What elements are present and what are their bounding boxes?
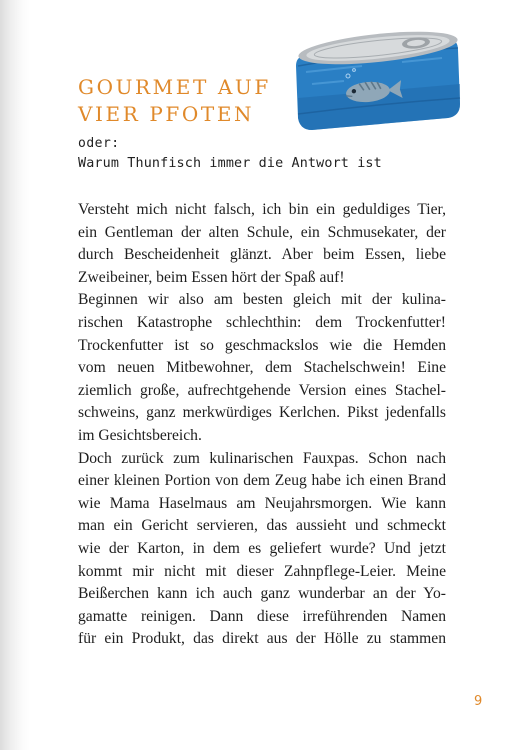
chapter-title-line-1: GOURMET AUF: [78, 75, 271, 99]
body-line: rischen Katastrophe schlechthin: dem Trockenfutter!: [78, 313, 446, 331]
body-line: vom neuen Mitbewohner, dem Stachelschwein! Eine: [78, 359, 446, 377]
body-line: Doch zurück zum kulinarischen Fauxpas. Schon nach: [78, 449, 446, 467]
page-number: 9: [474, 694, 483, 709]
body-line: Versteht mich nicht falsch, ich bin ein geduldiges Tier,: [78, 201, 446, 218]
body-line: im Gesichtsbereich.: [78, 426, 202, 444]
body-line: gamatte reinigen. Dann diese irreführenden Namen: [78, 607, 446, 625]
body-line: Trockenfutter ist so geschmackslos wie die Hemden: [78, 336, 446, 354]
tuna-can-icon: [292, 26, 464, 138]
page-gutter-shadow: [0, 0, 30, 750]
chapter-subtitle: Warum Thunfisch immer die Antwort ist: [78, 156, 382, 171]
subtitle-oder: oder:: [78, 136, 120, 151]
body-line: man ein Gericht servieren, das aussieht und schmeckt: [78, 517, 446, 535]
body-line: Beginnen wir also am besten gleich mit der kulina-: [78, 291, 446, 309]
body-line: Beißerchen kann ich auch ganz wunderbar an der Yo-: [78, 585, 446, 603]
body-line: ziemlich große, aufrechtgehende Version eines Stachel-: [78, 381, 446, 399]
body-line: einer kleinen Portion von dem Zeug habe ich einen Brand: [78, 472, 446, 490]
body-line: kommt mir nicht mit dieser Zahnpflege-Leier. Meine: [78, 562, 446, 580]
chapter-title: [78, 74, 271, 128]
body-line: ein Gentleman der alten Schule, ein Schmusekater, der: [78, 223, 446, 241]
body-line: Zweibeiner, beim Essen hört der Spaß auf!: [78, 268, 345, 286]
body-line: für ein Produkt, das direkt aus der Hölle zu stammen: [78, 630, 446, 648]
body-line: wie der Karton, in dem es geliefert wurde? Und jetzt: [78, 539, 446, 557]
body-line: schweins, ganz merkwürdiges Kerlchen. Pikst jedenfalls: [78, 404, 446, 422]
body-text: [78, 199, 446, 651]
chapter-title-line-2: VIER PFOTEN: [78, 102, 255, 126]
body-line: durch Bescheidenheit glänzt. Aber beim Essen, liebe: [78, 246, 446, 264]
body-line: wie Mama Haselmaus am Neujahrsmorgen. Wie kann: [78, 494, 446, 512]
